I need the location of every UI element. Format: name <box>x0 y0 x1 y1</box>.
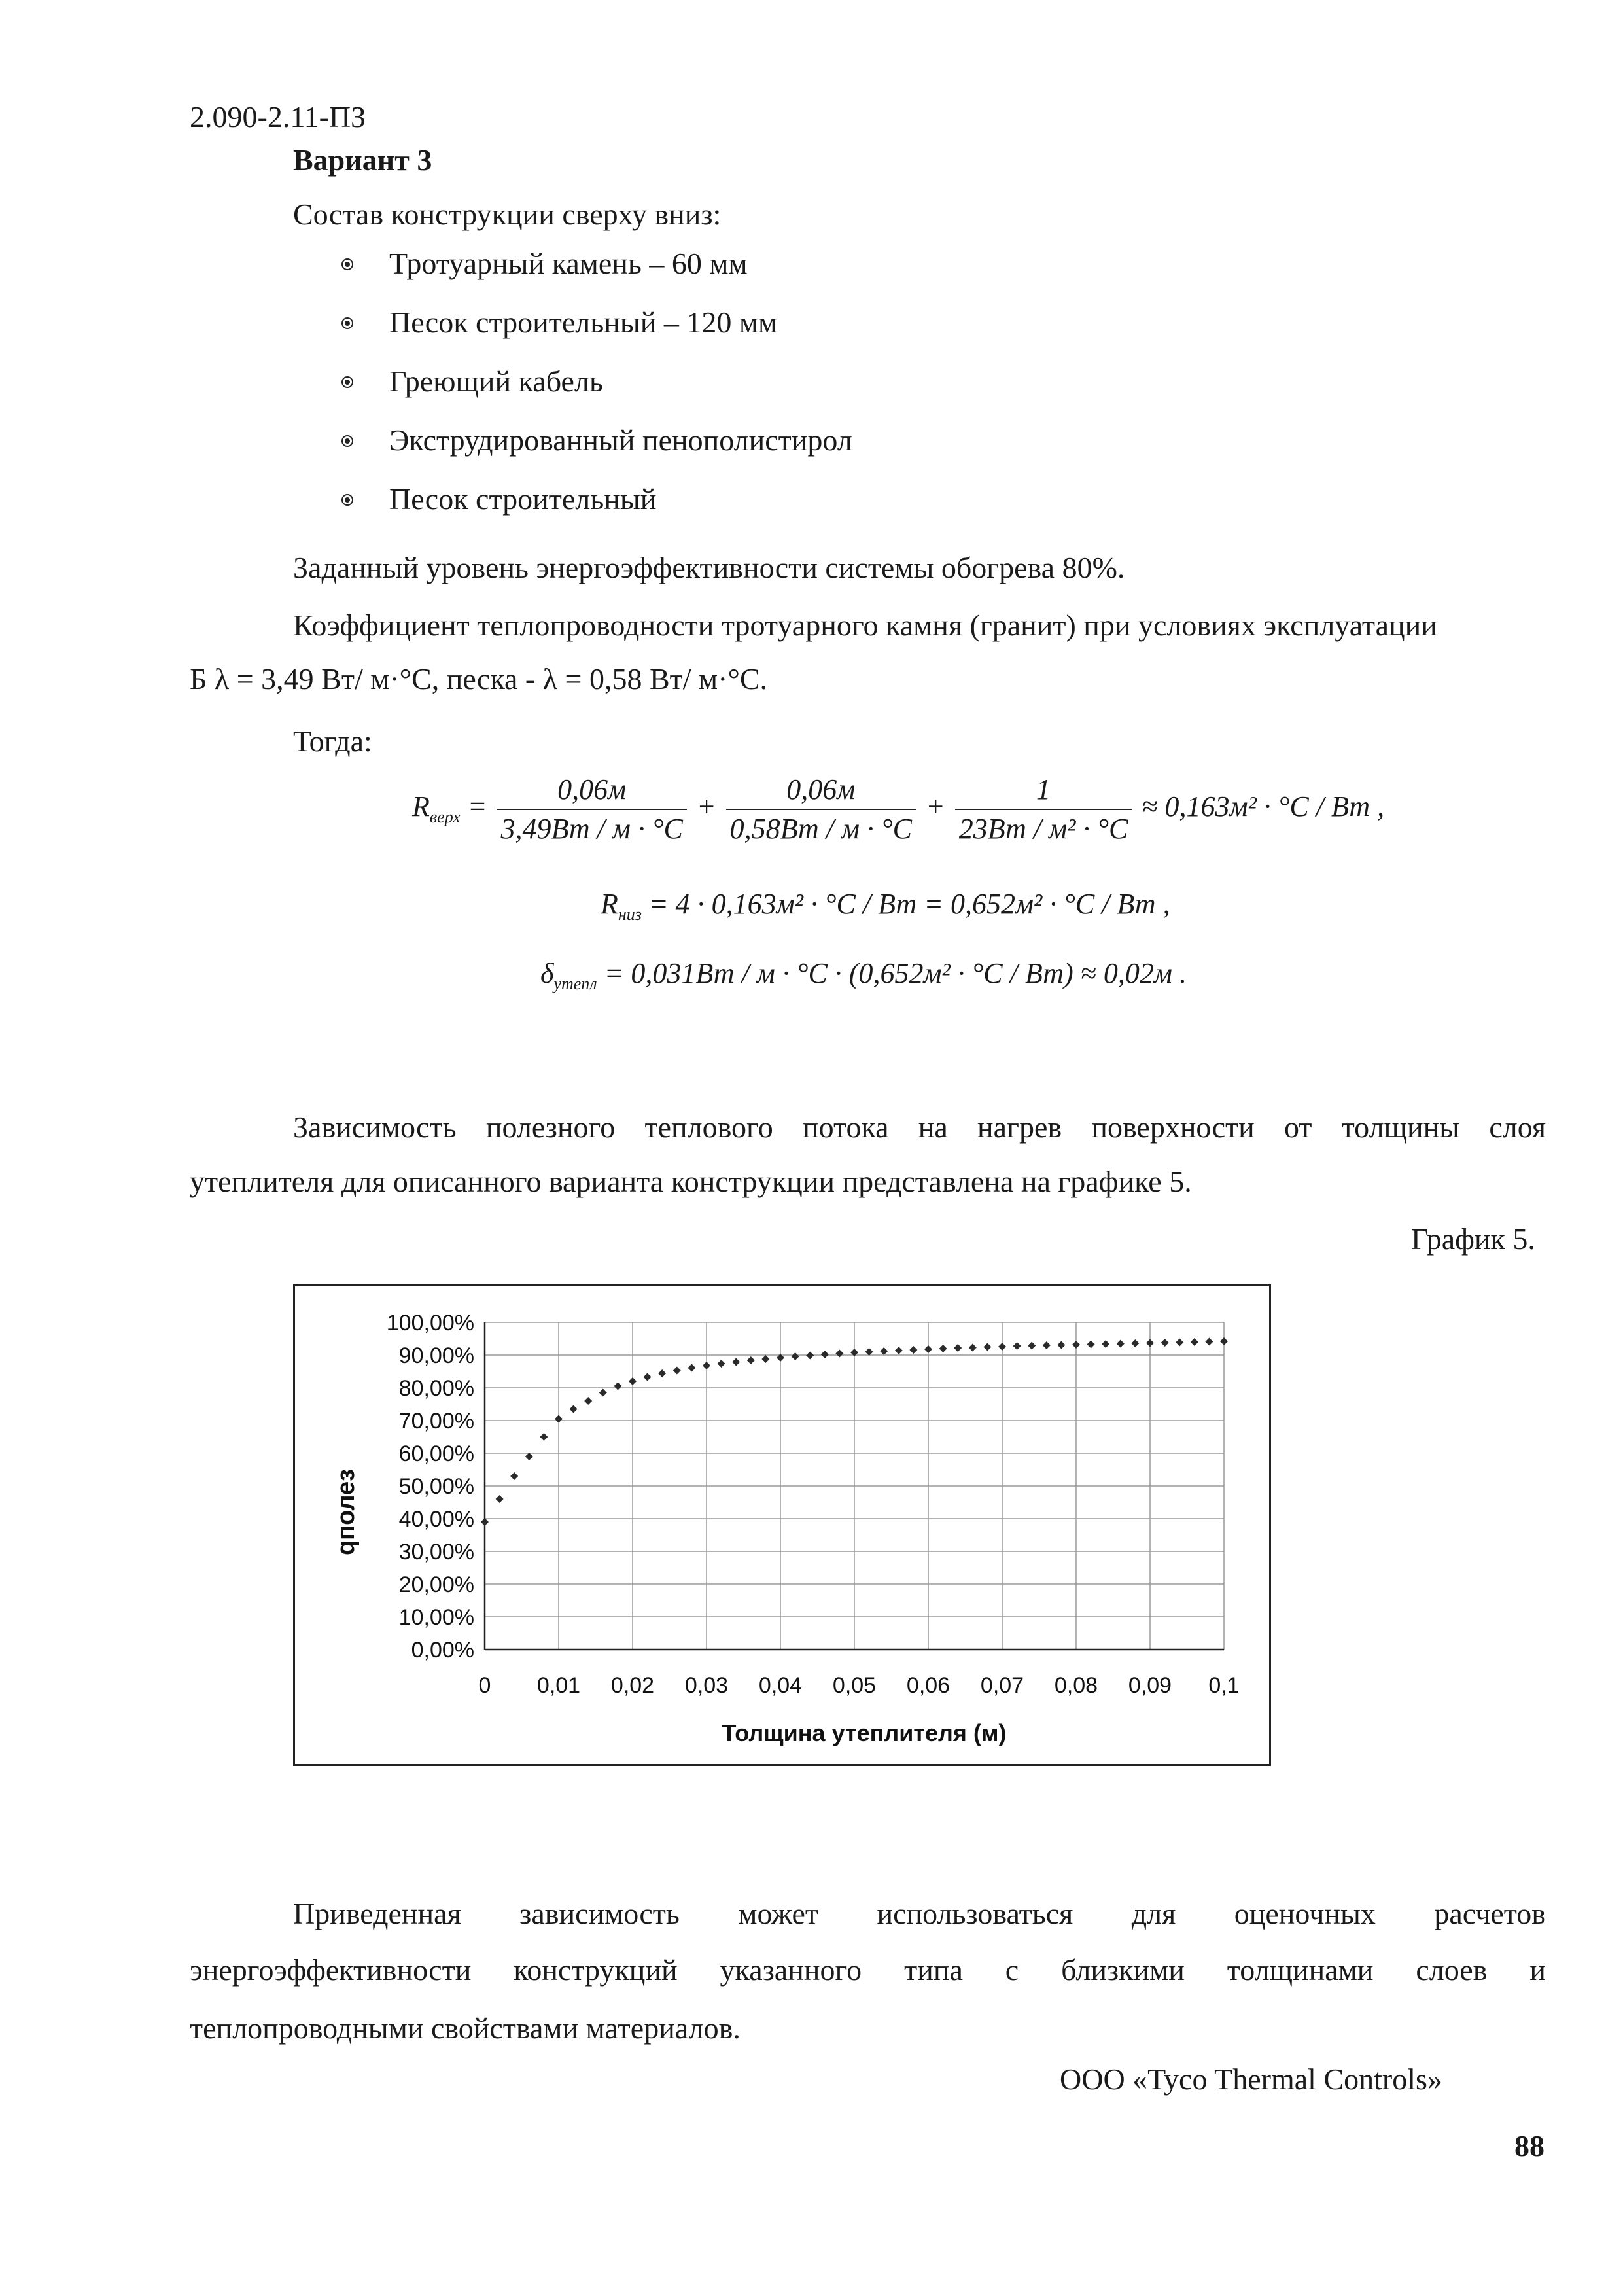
data-point <box>555 1415 563 1423</box>
x-tick-label: 0,1 <box>1208 1673 1240 1698</box>
insulation-efficiency-chart <box>295 1286 1269 1764</box>
data-point <box>761 1355 769 1363</box>
data-point <box>658 1369 666 1377</box>
data-point <box>1220 1337 1228 1345</box>
y-tick-label: 90,00% <box>398 1343 474 1368</box>
data-point <box>644 1373 652 1381</box>
x-tick-label: 0 <box>478 1673 491 1698</box>
document-code: 2.090-2.11-ПЗ <box>190 100 366 133</box>
x-tick-label: 0,07 <box>980 1673 1024 1698</box>
data-point <box>732 1358 740 1366</box>
variant-title: Вариант 3 <box>293 143 432 177</box>
data-point <box>1043 1341 1051 1349</box>
conclusion-line1: Приведенная зависимость может использоваться для оценочных расчетов <box>293 1897 1546 1930</box>
data-point <box>584 1397 592 1405</box>
data-point <box>1161 1339 1169 1347</box>
y-tick-label: 0,00% <box>411 1638 474 1663</box>
data-point <box>969 1344 977 1352</box>
y-axis-label: qполез <box>332 1468 360 1556</box>
efficiency-text: Заданный уровень энергоэффективности системы обогрева 80%. <box>293 551 1125 584</box>
company-name: ООО «Tyco Thermal Controls» <box>1060 2062 1442 2096</box>
data-point <box>821 1351 829 1358</box>
data-point <box>1057 1341 1065 1349</box>
data-point <box>895 1347 903 1354</box>
formula-r-bottom: $R_{низ} = 4 \cdot 0,163м^2 \cdot ^\circ C$ / Вт = 0,652м² · °C / Вт , <box>601 888 1170 924</box>
layer-item: Греющий кабель <box>334 363 852 422</box>
data-point <box>496 1495 504 1503</box>
data-point <box>1087 1341 1095 1349</box>
layer-item: Песок строительный <box>334 481 852 540</box>
fraction: $\frac{1}{\text{23Вт / м² · °C}}$ <box>955 771 1132 848</box>
data-point <box>880 1347 888 1355</box>
chart-frame <box>293 1284 1271 1766</box>
data-point <box>835 1350 843 1358</box>
data-point <box>998 1343 1006 1351</box>
data-point <box>718 1360 725 1368</box>
data-point <box>1072 1341 1080 1349</box>
conclusion-line3: теплопроводными свойствами материалов. <box>190 2011 741 2045</box>
data-point <box>1191 1338 1198 1346</box>
formula-r-top: $R_{верх}$ = $\frac{0,06м}{3,49Вт / м \cdot ^\circ C}$ + $\frac{0,06м}{0,58Вт / м \cdot ^\circ C}$ + $\frac{1}{\text{23Вт / м² · °C}}$ ≈ 0,163м² · °C / Вт , <box>412 771 1384 848</box>
data-point <box>1146 1339 1154 1347</box>
data-point <box>1176 1339 1183 1347</box>
layer-item: Экструдированный пенополистирол <box>334 422 852 481</box>
data-point <box>673 1367 681 1375</box>
data-point <box>599 1389 607 1397</box>
conductivity-text-line2: Б λ = 3,49 Вт/ м·°C, песка - λ = 0,58 Вт/ м·°C. <box>190 662 768 696</box>
bullet-icon <box>343 260 352 269</box>
data-point <box>792 1352 799 1360</box>
data-point <box>703 1362 710 1369</box>
data-point <box>939 1345 947 1352</box>
data-point <box>540 1433 548 1441</box>
data-point <box>1205 1338 1213 1346</box>
data-point <box>570 1405 578 1413</box>
data-point <box>510 1472 518 1480</box>
layer-item: Песок строительный – 120 мм <box>334 304 852 363</box>
x-tick-label: 0,04 <box>758 1673 803 1698</box>
y-tick-label: 50,00% <box>398 1474 474 1499</box>
x-tick-label: 0,03 <box>684 1673 729 1698</box>
y-tick-label: 30,00% <box>398 1540 474 1564</box>
y-tick-label: 100,00% <box>386 1311 474 1335</box>
y-tick-label: 10,00% <box>398 1605 474 1630</box>
y-tick-label: 60,00% <box>398 1441 474 1466</box>
data-point <box>629 1377 637 1385</box>
x-tick-label: 0,02 <box>610 1673 655 1698</box>
bullet-icon <box>343 436 352 446</box>
data-point <box>688 1364 695 1372</box>
data-point <box>865 1348 873 1356</box>
x-tick-label: 0,05 <box>832 1673 877 1698</box>
graph-caption: График 5. <box>1411 1222 1535 1256</box>
data-point <box>525 1453 533 1460</box>
data-point <box>747 1356 755 1364</box>
dependency-line1: Зависимость полезного теплового потока на нагрев поверхности от толщины слоя <box>293 1110 1546 1144</box>
data-point <box>1028 1342 1036 1350</box>
layer-list <box>334 245 852 540</box>
data-point <box>1013 1342 1021 1350</box>
x-tick-label: 0,06 <box>906 1673 951 1698</box>
page-number: 88 <box>1514 2129 1544 2163</box>
x-tick-label: 0,01 <box>536 1673 581 1698</box>
data-point <box>954 1344 962 1352</box>
bullet-icon <box>343 378 352 387</box>
data-point <box>1102 1340 1109 1348</box>
x-tick-label: 0,09 <box>1128 1673 1172 1698</box>
data-point <box>909 1346 917 1354</box>
data-point <box>614 1383 621 1390</box>
layer-item: Тротуарный камень – 60 мм <box>334 245 852 304</box>
y-tick-label: 70,00% <box>398 1409 474 1434</box>
y-tick-label: 40,00% <box>398 1507 474 1532</box>
dependency-line2: утеплителя для описанного варианта конструкции представлена на графике 5. <box>190 1165 1192 1198</box>
data-point <box>481 1518 489 1526</box>
then-text: Тогда: <box>293 724 372 758</box>
data-point <box>1131 1339 1139 1347</box>
bullet-icon <box>343 495 352 504</box>
y-tick-label: 80,00% <box>398 1376 474 1401</box>
fraction: $\frac{0,06м}{3,49Вт / м \cdot ^\circ C}$ <box>497 771 686 848</box>
data-point <box>806 1352 814 1360</box>
data-point <box>924 1345 932 1353</box>
fraction: $\frac{0,06м}{0,58Вт / м \cdot ^\circ C}$ <box>726 771 916 848</box>
x-axis-label: Толщина утеплителя (м) <box>722 1720 1007 1746</box>
x-tick-label: 0,08 <box>1054 1673 1098 1698</box>
y-tick-label: 20,00% <box>398 1572 474 1597</box>
conclusion-line2: энергоэффективности конструкций указанного типа с близкими толщинами слоев и <box>190 1953 1546 1987</box>
construction-intro: Состав конструкции сверху вниз: <box>293 198 722 231</box>
formula-delta: $\delta_{утепл} = 0,031Вт / м \cdot ^\circ C \cdot (0,652м^2 \cdot ^\circ C / Вт) \approx 0,02м$ . <box>540 957 1187 993</box>
conductivity-text-line1: Коэффициент теплопроводности тротуарного камня (гранит) при условиях эксплуатации <box>293 609 1437 642</box>
data-point <box>1117 1340 1125 1348</box>
bullet-icon <box>343 319 352 328</box>
data-point <box>983 1343 991 1351</box>
